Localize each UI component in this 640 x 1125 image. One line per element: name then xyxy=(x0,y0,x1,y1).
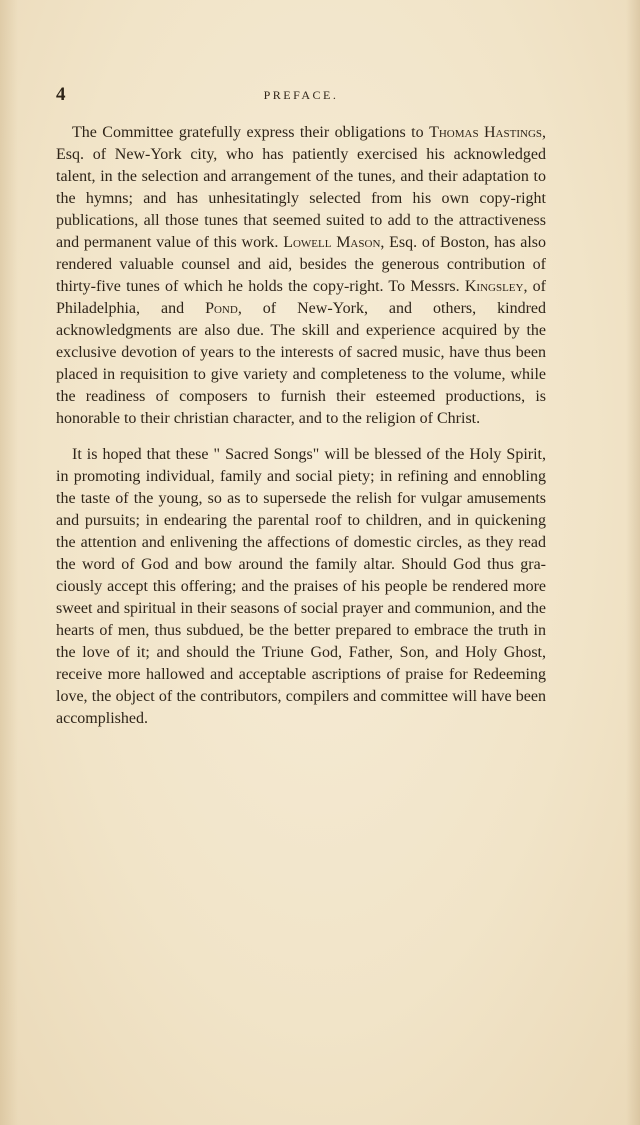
paragraph-text: The Committee gratefully express their obligations to xyxy=(72,124,430,141)
running-head: PREFACE. xyxy=(263,88,339,102)
body-text xyxy=(56,122,546,744)
page-number: 4 xyxy=(56,84,66,105)
paragraph-text: , of Philadelphia, and xyxy=(56,278,547,317)
name-pond: Pond xyxy=(205,300,238,317)
paragraph-acknowledgments xyxy=(56,122,546,430)
paragraph-text: , Esq. of Boston, has also rendered valuable counsel and aid, besides the generous contribution of thirty-five tunes of which he holds the copy-right. To Messrs. xyxy=(56,234,546,295)
name-kingsley: Kingsley xyxy=(464,278,524,295)
paragraph-text: , of New-York, and others, kindred acknowledgments are also due. The skill and experience acquired by the exclusive devotion of years to the interests of sacred music, have thus been placed in requisition to give variety and completeness to the volume, while the readiness of composers to furnish their esteemed productions, is honorable to their christian character, and to the religion of Christ. xyxy=(56,300,546,427)
page-edge-shadow-right xyxy=(626,0,640,1125)
page-header xyxy=(56,84,546,108)
paragraph-hope: It is hoped that these " Sacred Songs" will be blessed of the Holy Spirit, in promoting individual, family and social piety; in refining and ennobling the taste of the young, so as to supersede the relish for vulgar amusements and pursuits; in endearing the parental roof to children, and in quickening the attention and enlivening the affections of domestic circles, as they read the word of God and bow around the family altar. Should God thus graciously accept this offering; and the praises of his people be rendered more sweet and spiritual in their seasons of social prayer and communion, and the hearts of men, thus subdued, be the better prepared to embrace the truth in the love of it; and should the Triune God, Father, Son, and Holy Ghost, receive more hallowed and acceptable ascriptions of praise for Redeeming love, the object of the contributors, compilers and committee will have been accomplished. xyxy=(56,446,546,727)
name-hastings: Thomas Hastings xyxy=(429,124,543,141)
page-edge-shadow-left xyxy=(0,0,18,1125)
name-mason: Lowell Mason xyxy=(283,234,381,251)
paragraph-text: , Esq. of New-York city, who has patiently exercised his acknowledged talent, in the selection and arrangement of the tunes, and their adaptation to the hymns; and has unhesitatingly selected from his own copy-right publications, all those tunes that seemed suited to add to the attractiveness and permanent value of this work. xyxy=(56,124,547,251)
